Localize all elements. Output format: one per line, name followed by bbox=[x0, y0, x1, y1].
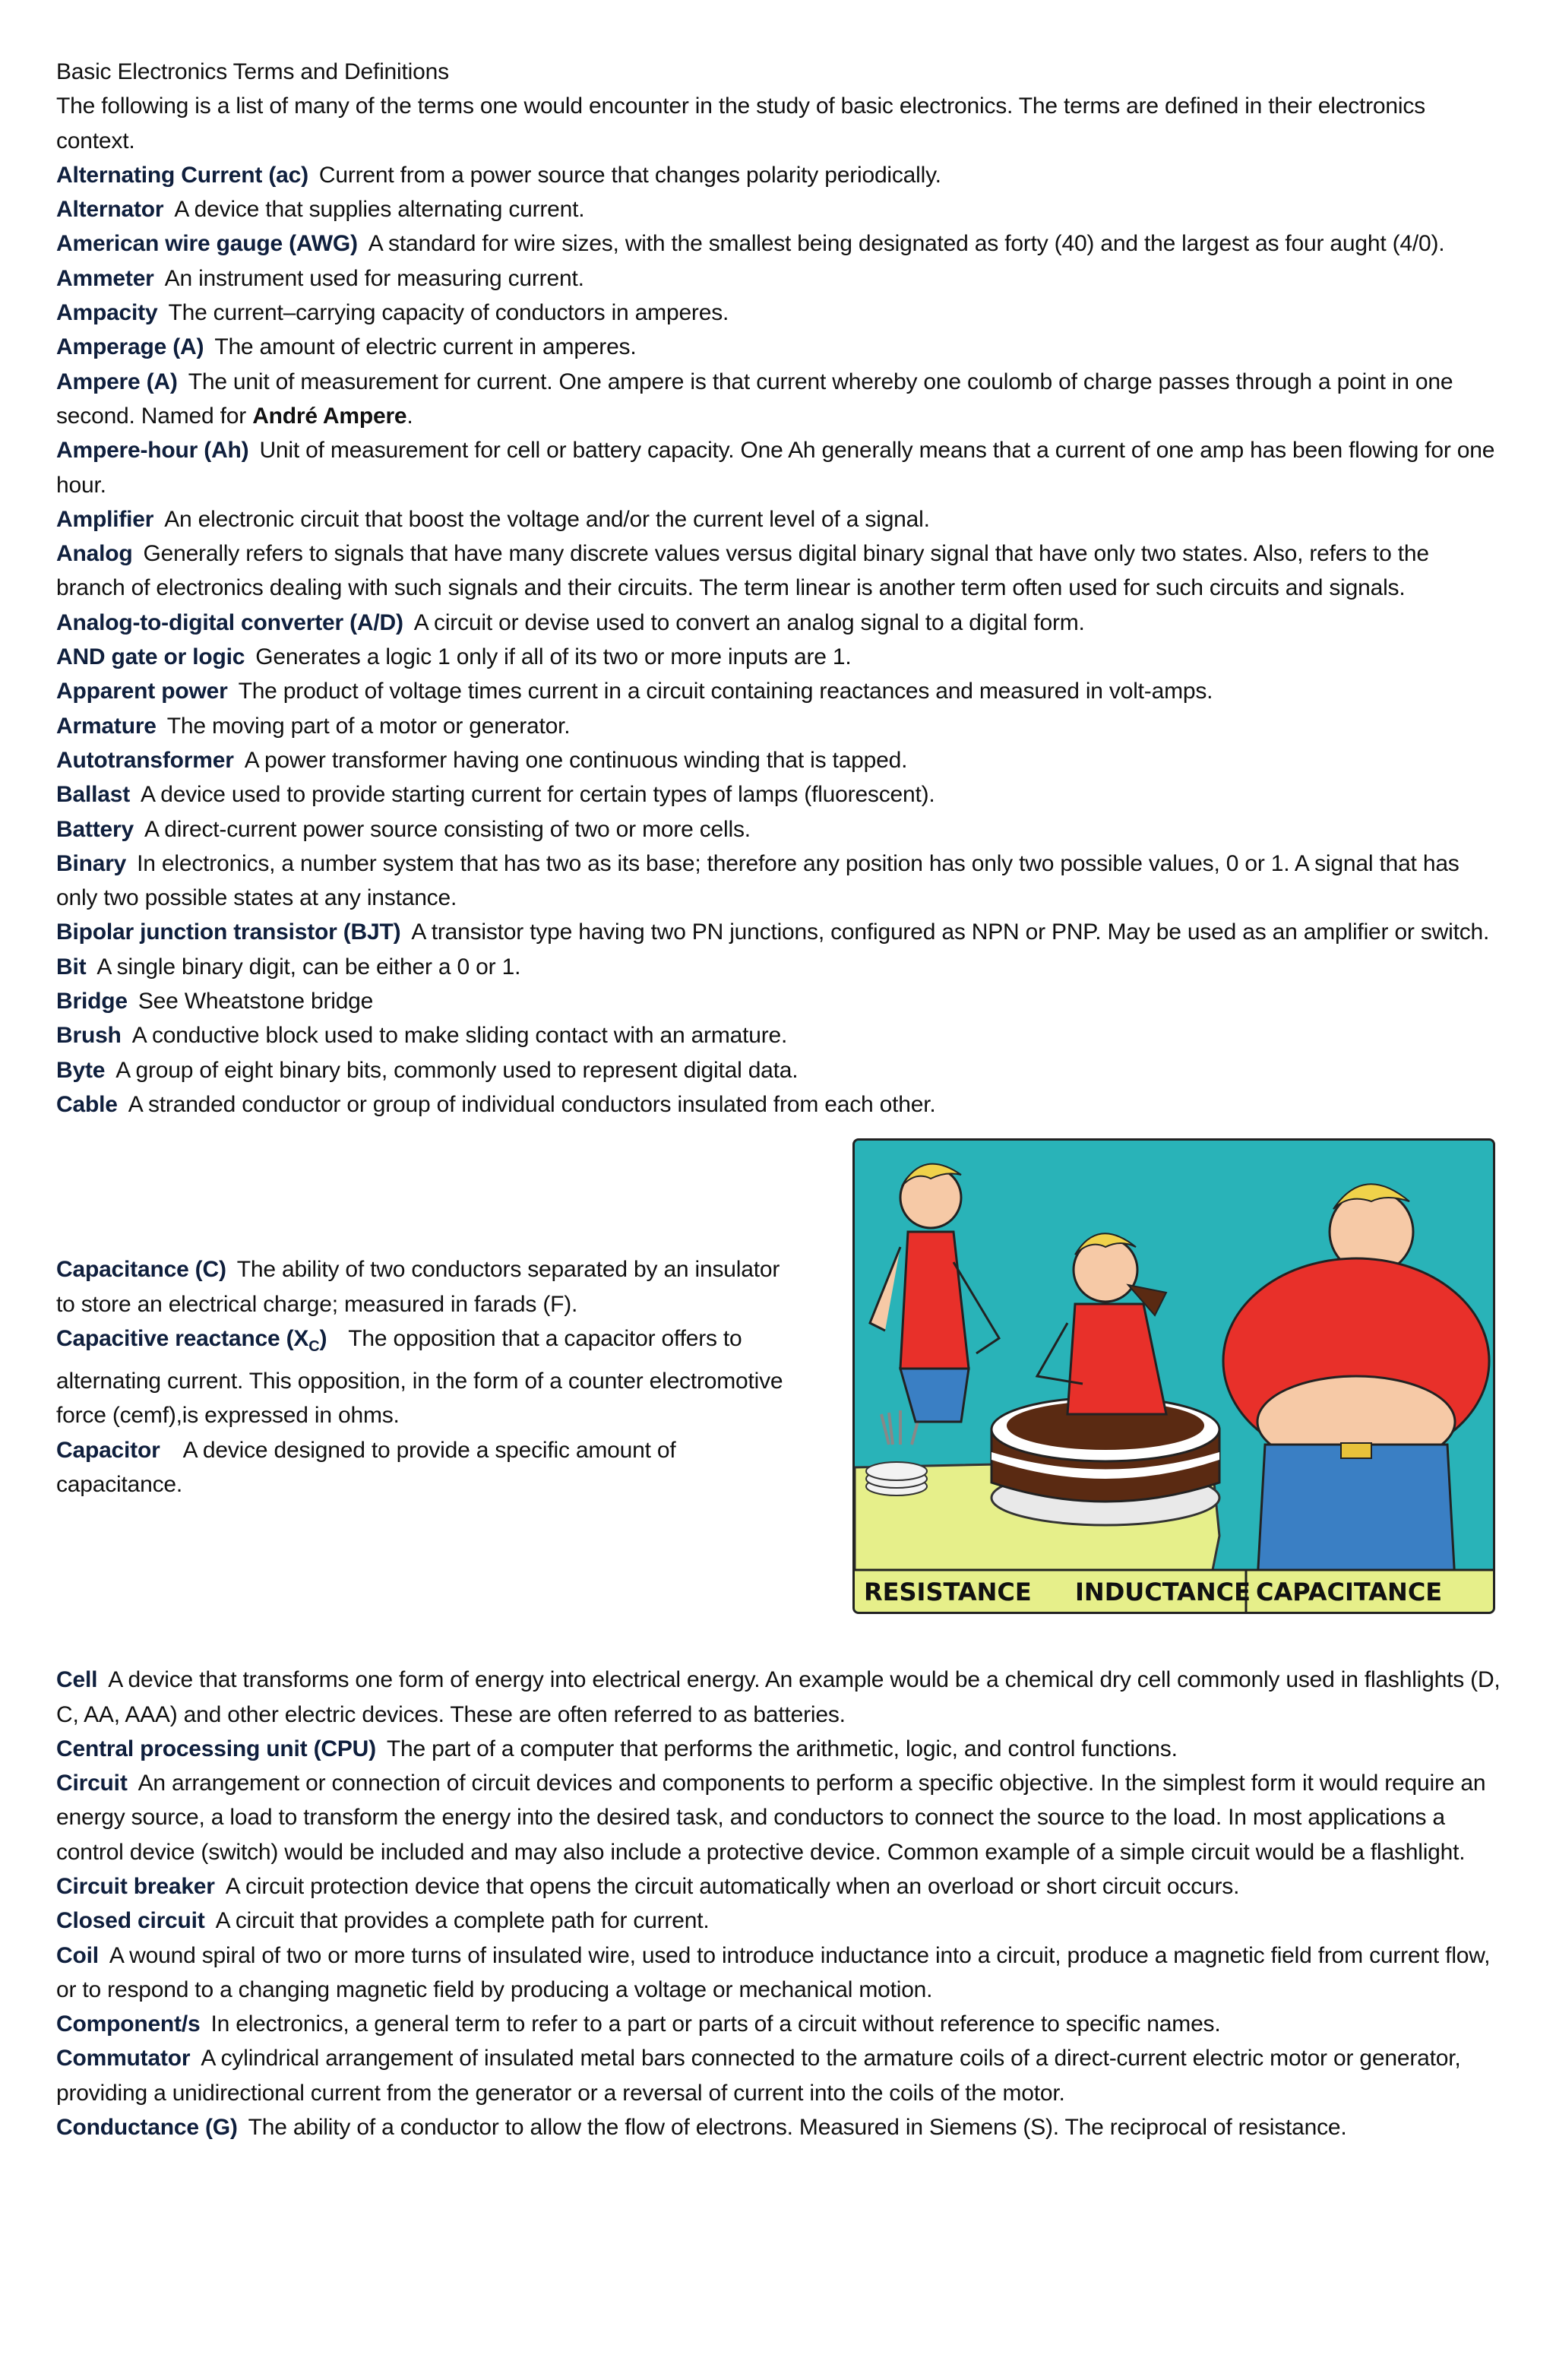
glossary-entry bbox=[56, 158, 1501, 192]
glossary-entry bbox=[56, 1053, 1501, 1087]
glossary-definition: The product of voltage times current in a circuit containing reactances and measured in volt-amps. bbox=[238, 679, 1213, 704]
glossary-term: Amplifier bbox=[56, 506, 154, 532]
glossary-term bbox=[56, 1325, 327, 1355]
label-capacitance: CAPACITANCE bbox=[1256, 1578, 1443, 1607]
glossary-entry bbox=[56, 433, 1501, 502]
capacitance-section bbox=[56, 1138, 1501, 1647]
glossary-term: Armature bbox=[56, 713, 157, 739]
term-subscript: C bbox=[308, 1337, 320, 1355]
glossary-term: Alternating Current (ac) bbox=[56, 162, 308, 188]
glossary-definition: A circuit protection device that opens the circuit automatically when an overload or short circuit occurs. bbox=[225, 1873, 1240, 1899]
glossary-entry bbox=[56, 1252, 801, 1321]
glossary-definition: Generally refers to signals that have many discrete values versus digital binary signal that have only two states. Also, refers to the branch of electronics dealing with such signals and their circuits. The term linear is another term often used for such circuits and signals. bbox=[56, 541, 1429, 601]
glossary-definition: In electronics, a general term to refer to a part or parts of a circuit without reference to specific names. bbox=[210, 2011, 1221, 2037]
glossary-term: Byte bbox=[56, 1057, 106, 1083]
glossary-entry bbox=[56, 743, 1501, 777]
glossary-entry bbox=[56, 296, 1501, 330]
glossary-definition: The moving part of a motor or generator. bbox=[166, 713, 571, 739]
glossary-definition: The amount of electric current in amperes. bbox=[214, 334, 637, 360]
glossary-term: Battery bbox=[56, 816, 134, 842]
glossary-entry bbox=[56, 1663, 1501, 1732]
glossary-entry bbox=[56, 640, 1501, 674]
glossary-definition: A direct-current power source consisting of two or more cells. bbox=[144, 816, 751, 842]
glossary-definition: In electronics, a number system that has two as its base; therefore any position has only two possible values, 0 or 1. A signal that has only two possible states at any instance. bbox=[56, 850, 1460, 911]
cartoon-drawing bbox=[855, 1141, 1493, 1612]
glossary-term: Cell bbox=[56, 1667, 98, 1693]
glossary-term: Apparent power bbox=[56, 679, 228, 704]
glossary-term: Ampere (A) bbox=[56, 369, 178, 394]
glossary-term: Bit bbox=[56, 954, 87, 980]
glossary-definition: A device designed to provide a specific amount of capacitance. bbox=[56, 1437, 676, 1497]
glossary-entry bbox=[56, 1869, 1501, 1904]
glossary-definition: An arrangement or connection of circuit devices and components to perform a specific objective. In the simplest form it would require an energy source, a load to transform the energy into the desired task, and conductors to connect the source to the load. In most applications a control device (switch) would be included and may also include a protective device. Common example of a simple circuit would be a flashlight. bbox=[56, 1771, 1486, 1865]
glossary-entry bbox=[56, 1087, 1501, 1122]
glossary-term: Analog-to-digital converter (A/D) bbox=[56, 609, 403, 635]
glossary-term: Commutator bbox=[56, 2046, 191, 2071]
glossary-definition: The current–carrying capacity of conductors in amperes. bbox=[168, 300, 729, 326]
glossary-entry bbox=[56, 1732, 1501, 1766]
glossary-entry bbox=[56, 606, 1501, 640]
glossary-term: Bipolar junction transistor (BJT) bbox=[56, 919, 401, 945]
glossary-term: Cable bbox=[56, 1091, 118, 1117]
glossary-definition: A device that transforms one form of energy into electrical energy. An example would be a chemical dry cell commonly used in flashlights (D, C, AA, AAA) and other electric devices. These are often referred to as batteries. bbox=[56, 1667, 1501, 1727]
label-resistance: RESISTANCE bbox=[864, 1578, 1032, 1607]
glossary-definition: A cylindrical arrangement of insulated metal bars connected to the armature coils of a direct-current electric motor or generator, providing a unidirectional current from the generator or a reversal of current into the coils of the motor. bbox=[56, 2046, 1461, 2106]
glossary-definition: A device used to provide starting current for certain types of lamps (fluorescent). bbox=[140, 782, 935, 808]
glossary-term: Brush bbox=[56, 1023, 122, 1049]
glossary-term: American wire gauge (AWG) bbox=[56, 231, 358, 257]
glossary-definition: A circuit that provides a complete path for current. bbox=[215, 1908, 710, 1934]
glossary-definition: Current from a power source that changes polarity periodically. bbox=[318, 162, 941, 188]
glossary-term: Ballast bbox=[56, 782, 130, 808]
glossary-term: AND gate or logic bbox=[56, 644, 245, 670]
document-title: Basic Electronics Terms and Definitions bbox=[56, 59, 449, 84]
glossary-entry bbox=[56, 1938, 1501, 2008]
glossary-list-top bbox=[56, 158, 1501, 1122]
glossary-definition: A conductive block used to make sliding contact with an armature. bbox=[131, 1023, 788, 1049]
term-text-end: ) bbox=[319, 1325, 327, 1351]
glossary-term: Alternator bbox=[56, 197, 164, 223]
glossary-definition: A transistor type having two PN junctions, configured as NPN or PNP. May be used as an amplifier or switch. bbox=[411, 919, 1490, 945]
glossary-term: Binary bbox=[56, 850, 127, 876]
term-text: Capacitive reactance (X bbox=[56, 1325, 309, 1351]
glossary-list-mid bbox=[56, 1252, 801, 1502]
glossary-entry bbox=[56, 1321, 801, 1433]
glossary-term: Analog bbox=[56, 541, 133, 567]
glossary-definition: See Wheatstone bridge bbox=[138, 989, 374, 1014]
glossary-term: Circuit bbox=[56, 1771, 128, 1796]
glossary-term: Capacitance (C) bbox=[56, 1257, 226, 1283]
glossary-term: Circuit breaker bbox=[56, 1873, 215, 1899]
glossary-term: Component/s bbox=[56, 2011, 201, 2037]
glossary-entry bbox=[56, 2007, 1501, 2041]
glossary-entry bbox=[56, 2041, 1501, 2110]
glossary-entry bbox=[56, 192, 1501, 226]
definition-tail: . bbox=[406, 403, 413, 429]
glossary-term: Capacitor bbox=[56, 1437, 160, 1463]
glossary-entry bbox=[56, 984, 1501, 1018]
glossary-definition: A standard for wire sizes, with the smallest being designated as forty (40) and the largest as four aught (4/0). bbox=[368, 231, 1445, 257]
glossary-entry bbox=[56, 365, 1501, 434]
glossary-term: Amperage (A) bbox=[56, 334, 204, 360]
glossary-entry bbox=[56, 1433, 801, 1502]
glossary-definition: Unit of measurement for cell or battery capacity. One Ah generally means that a current of one amp has been flowing for one hour. bbox=[56, 438, 1495, 498]
definition-emphasis: André Ampere bbox=[252, 403, 407, 429]
glossary-definition: A wound spiral of two or more turns of insulated wire, used to introduce inductance into a circuit, produce a magnetic field from current flow, or to respond to a changing magnetic field by producing a voltage or mechanical motion. bbox=[56, 1942, 1491, 2002]
glossary-entry bbox=[56, 709, 1501, 743]
glossary-entry bbox=[56, 847, 1501, 916]
glossary-term: Autotransformer bbox=[56, 747, 234, 773]
glossary-list-bottom bbox=[56, 1663, 1501, 2144]
glossary-term: Conductance (G) bbox=[56, 2115, 238, 2141]
cake-icon bbox=[991, 1397, 1219, 1525]
glossary-term: Coil bbox=[56, 1942, 99, 1968]
glossary-term: Ampere-hour (Ah) bbox=[56, 438, 249, 464]
glossary-definition: The opposition that a capacitor offers to alternating current. This opposition, in the form of a counter electromotive force (cemf),is expressed in ohms. bbox=[56, 1325, 783, 1429]
glossary-entry bbox=[56, 1766, 1501, 1869]
glossary-entry bbox=[56, 502, 1501, 536]
glossary-term: Central processing unit (CPU) bbox=[56, 1736, 376, 1761]
glossary-entry bbox=[56, 2110, 1501, 2144]
glossary-definition: A circuit or devise used to convert an analog signal to a digital form. bbox=[413, 609, 1085, 635]
glossary-entry bbox=[56, 915, 1501, 949]
glossary-entry bbox=[56, 536, 1501, 606]
label-inductance: INDUCTANCE bbox=[1075, 1578, 1251, 1607]
glossary-entry bbox=[56, 674, 1501, 708]
glossary-entry bbox=[56, 950, 1501, 984]
glossary-definition: The ability of two conductors separated by an insulator to store an electrical charge; measured in farads (F). bbox=[56, 1257, 780, 1317]
glossary-definition: An electronic circuit that boost the voltage and/or the current level of a signal. bbox=[164, 506, 930, 532]
cartoon-illustration bbox=[852, 1138, 1495, 1614]
document-intro: The following is a list of many of the terms one would encounter in the study of basic electronics. The terms are defined in their electronics context. bbox=[56, 93, 1425, 153]
glossary-entry bbox=[56, 1904, 1501, 1938]
glossary-definition: An instrument used for measuring current. bbox=[164, 265, 584, 291]
glossary-definition: The ability of a conductor to allow the flow of electrons. Measured in Siemens (S). The reciprocal of resistance. bbox=[248, 2115, 1347, 2141]
glossary-definition: A single binary digit, can be either a 0 or 1. bbox=[96, 954, 521, 980]
glossary-entry bbox=[56, 777, 1501, 812]
glossary-term: Closed circuit bbox=[56, 1908, 205, 1934]
glossary-term: Ammeter bbox=[56, 265, 154, 291]
glossary-term: Bridge bbox=[56, 989, 128, 1014]
glossary-term: Ampacity bbox=[56, 300, 158, 326]
glossary-entry bbox=[56, 261, 1501, 296]
glossary-definition: A group of eight binary bits, commonly used to represent digital data. bbox=[115, 1057, 799, 1083]
glossary-definition: Generates a logic 1 only if all of its two or more inputs are 1. bbox=[255, 644, 852, 670]
glossary-entry bbox=[56, 226, 1501, 261]
glossary-definition: The part of a computer that performs the arithmetic, logic, and control functions. bbox=[386, 1736, 1178, 1761]
glossary-definition: The unit of measurement for current. One ampere is that current whereby one coulomb of charge passes through a point in one second. Named for bbox=[56, 369, 1453, 429]
glossary-definition: A stranded conductor or group of individual conductors insulated from each other. bbox=[128, 1091, 936, 1117]
glossary-entry bbox=[56, 330, 1501, 364]
glossary-entry bbox=[56, 812, 1501, 847]
glossary-definition: A power transformer having one continuous winding that is tapped. bbox=[244, 747, 908, 773]
glossary-entry bbox=[56, 1018, 1501, 1052]
glossary-definition: A device that supplies alternating current. bbox=[174, 197, 585, 223]
